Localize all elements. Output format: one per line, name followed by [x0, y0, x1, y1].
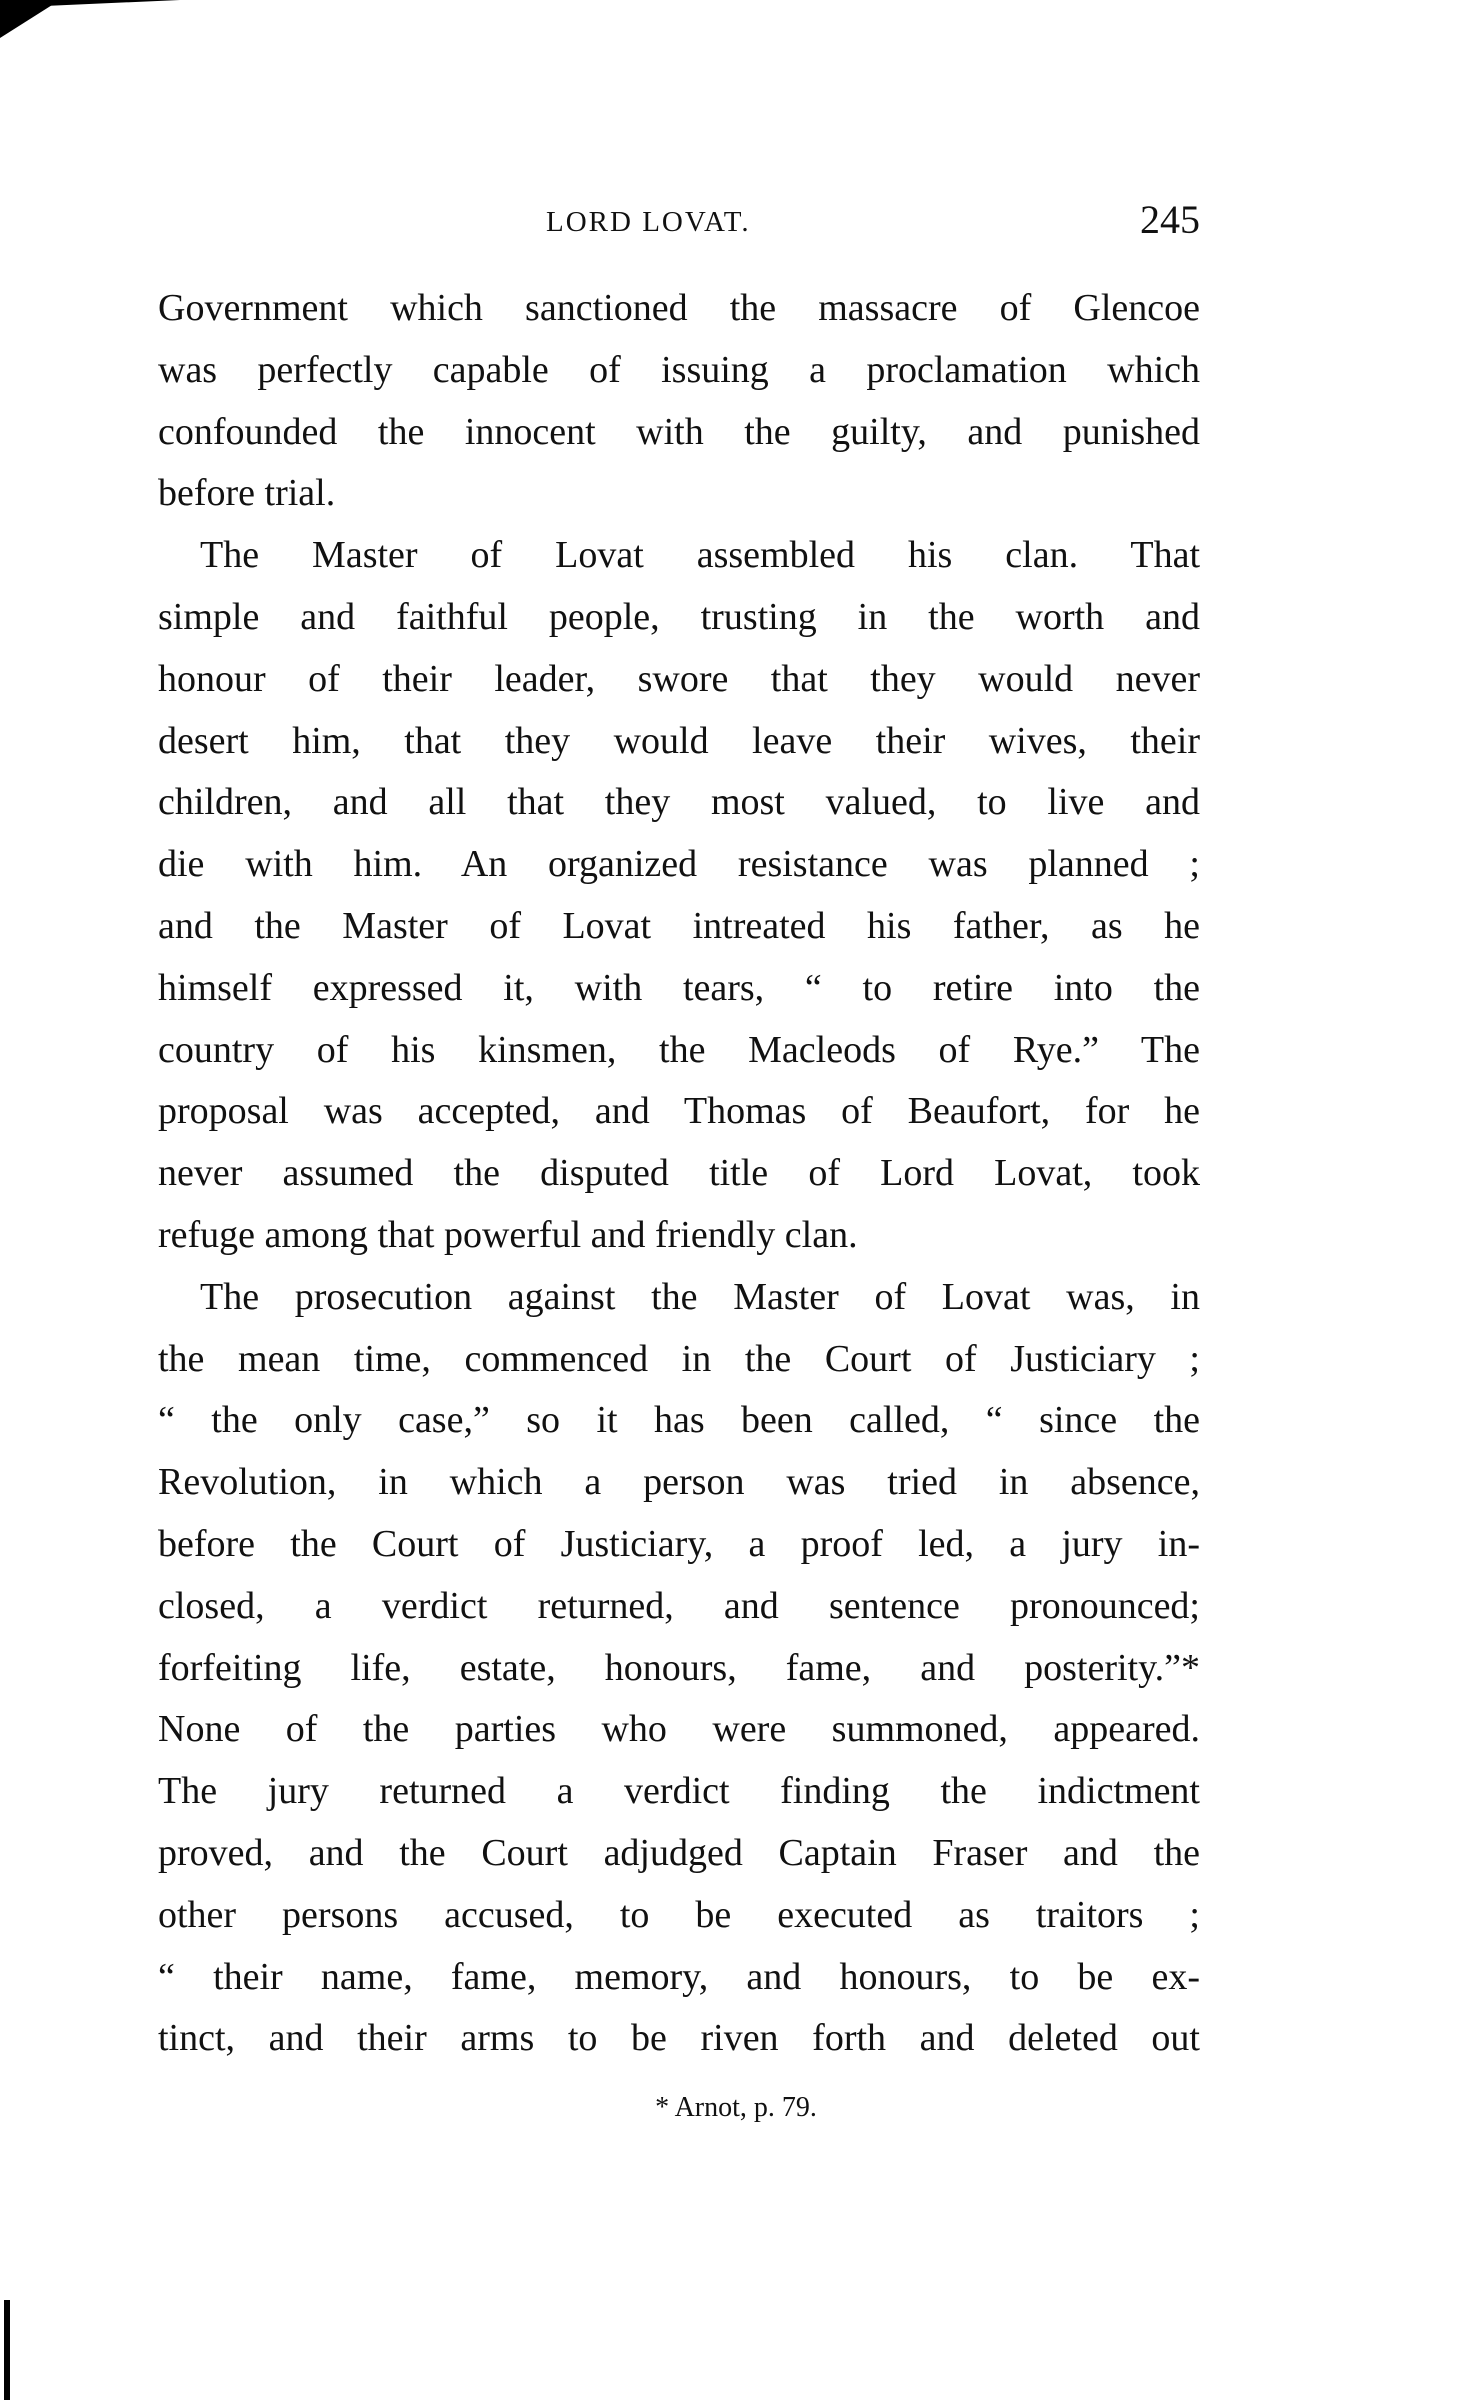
text-line: The jury returned a verdict finding the indictment [158, 1770, 1200, 1813]
text-line: “ the only case,” so it has been called, “ since the [158, 1399, 1200, 1442]
text-line: die with him. An organized resistance was planned ; [158, 843, 1200, 886]
scan-edge-mark [4, 2300, 10, 2400]
page-number: 245 [1140, 197, 1200, 242]
page-header [158, 196, 1200, 246]
text-line: confounded the innocent with the guilty, and punished [158, 410, 1200, 453]
text-line: before trial. [158, 472, 336, 515]
text-line: simple and faithful people, trusting in the worth and [158, 595, 1200, 638]
text-line: desert him, that they would leave their wives, their [158, 719, 1200, 762]
body-text [158, 278, 1200, 2070]
footnote: * Arnot, p. 79. [655, 2092, 817, 2123]
text-line: closed, a verdict returned, and sentence pronounced; [158, 1584, 1200, 1627]
text-line: proposal was accepted, and Thomas of Beaufort, for he [158, 1090, 1200, 1133]
text-line: before the Court of Justiciary, a proof led, a jury in- [158, 1522, 1200, 1565]
text-line: The prosecution against the Master of Lovat was, in [200, 1275, 1200, 1318]
text-line: himself expressed it, with tears, “ to retire into the [158, 966, 1200, 1009]
text-line: The Master of Lovat assembled his clan. That [200, 534, 1200, 577]
scan-edge-shadow-corner [0, 0, 60, 38]
text-line: refuge among that powerful and friendly clan. [158, 1213, 858, 1256]
text-line: country of his kinsmen, the Macleods of Rye.” The [158, 1028, 1200, 1071]
text-line: proved, and the Court adjudged Captain Fraser and the [158, 1831, 1200, 1874]
text-line: honour of their leader, swore that they would never [158, 657, 1200, 700]
text-line: Government which sanctioned the massacre of Glencoe [158, 287, 1200, 329]
text-line: None of the parties who were summoned, appeared. [158, 1708, 1200, 1751]
text-line: forfeiting life, estate, honours, fame, and posterity.”* [158, 1646, 1200, 1689]
text-line: children, and all that they most valued, to live and [158, 781, 1200, 824]
text-line: was perfectly capable of issuing a proclamation which [158, 348, 1200, 391]
text-line: never assumed the disputed title of Lord Lovat, took [158, 1152, 1200, 1195]
text-line: the mean time, commenced in the Court of Justiciary ; [158, 1337, 1200, 1380]
text-line: and the Master of Lovat intreated his father, as he [158, 904, 1200, 947]
text-line: Revolution, in which a person was tried in absence, [158, 1461, 1200, 1504]
text-line: “ their name, fame, memory, and honours, to be ex- [158, 1955, 1200, 1998]
text-line: tinct, and their arms to be riven forth and deleted out [158, 2017, 1200, 2060]
running-title: LORD LOVAT. [546, 206, 751, 238]
text-line: other persons accused, to be executed as traitors ; [158, 1893, 1200, 1936]
